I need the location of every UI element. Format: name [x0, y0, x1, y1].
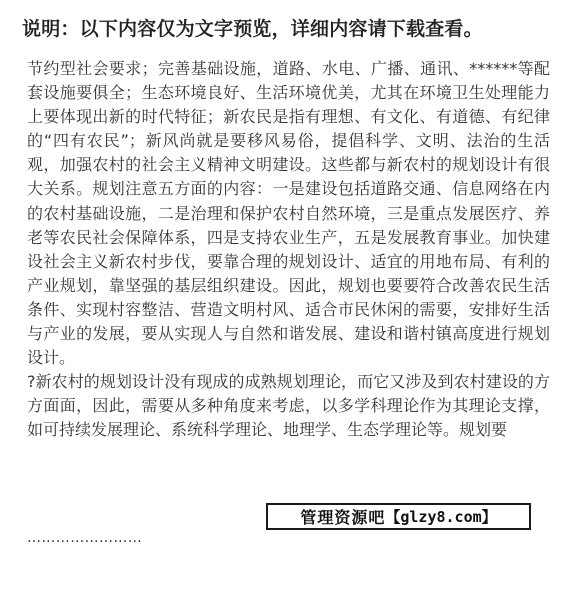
- preview-notice: 说明：以下内容仅为文字预览，详细内容请下载查看。: [22, 18, 483, 40]
- document-preview-text: [27, 57, 550, 443]
- continuation-dots: ……………………: [27, 530, 143, 546]
- watermark-name: 管理资源吧: [300, 508, 386, 527]
- watermark-badge: [266, 503, 531, 530]
- watermark-url: 【glzy8.com】: [385, 508, 497, 526]
- paragraph: 节约型社会要求；完善基础设施，道路、水电、广播、通讯、******等配套设施要俱全；生态环境良好、生活环境优美，尤其在环境卫生处理能力上要体现出新的时代特征；新农民是指有理想、有文化、有道德、有纪律的“四有农民”；新风尚就是要移风易俗，提倡科学、文明、法治的生活观，加强农村的社会主义精神文明建设。这些都与新农村的规划设计有很大关系。规划注意五方面的内容：一是建设包括道路交通、信息网络在内的农村基础设施，二是治理和保护农村自然环境，三是重点发展医疗、养老等农民社会保障体系，四是支持农业生产，五是发展教育事业。加快建设社会主义新农村步伐，要靠合理的规划设计、适宜的用地布局、有利的产业规划，靠坚强的基层组织建设。因此，规划也要要符合改善农民生活条件、实现村容整洁、营造文明村风、适合市民休闲的需要，安排好生活与产业的发展，要从实现人与自然和谐发展、建设和谐村镇高度进行规划设计。: [27, 59, 550, 368]
- paragraph: ?新农村的规划设计没有现成的成熟规划理论，而它又涉及到农村建设的方方面面，因此，需要从多种角度来考虑，以多学科理论作为其理论支撑，如可持续发展理论、系统科学理论、地理学、生态学理论等。规划要: [27, 372, 550, 440]
